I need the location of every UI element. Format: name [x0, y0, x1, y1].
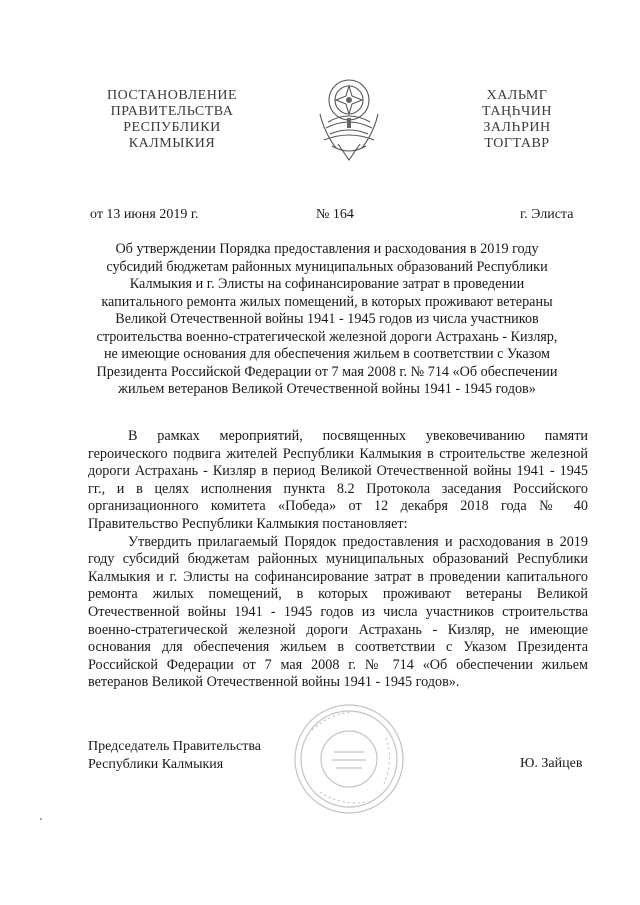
title-line: Великой Отечественной войны 1941 - 1945 годов из числа участников: [115, 311, 539, 327]
document-body: [88, 428, 588, 692]
signatory-position: [88, 738, 261, 774]
signatory-position-line: Председатель Правительства: [88, 739, 261, 754]
document-date: от 13 июня 2019 г.: [90, 207, 199, 222]
title-line: Президента Российской Федерации от 7 мая 2008 г. № 714 «Об обеспечении: [96, 363, 558, 380]
header-right-title: [462, 88, 572, 152]
header-left-line: КАЛМЫКИЯ: [128, 136, 216, 151]
title-line: жильем ветеранов Великой Отечественной войны 1941 - 1945 годов»: [118, 381, 536, 397]
title-line: строительства военно-стратегической железной дороги Астрахань - Кизляр,: [96, 328, 558, 345]
header-left-title: [86, 88, 258, 152]
header-right-line: ХАЛЬМГ: [486, 88, 548, 103]
body-paragraph-resolution: Утвердить прилагаемый Порядок предоставления и расходования в 2019 году субсидий бюджетам районных муниципальных образований Республики Калмыкия и г. Элисты на софинансирование затрат в проведении капитального ремонта жилых помещений, в которых проживают ветераны Великой Отечественной войны 1941 - 1945 годов из числа участников строительства военно-стратегической железной дороги Астрахань - Кизляр, не имеющие основания для обеспечения жильем в соответствии с Указом Президента Российской Федерации от 7 мая 2008 г. № 714 «Об обеспечении жильем ветеранов Великой Отечественной войны 1941 - 1945 годов».: [88, 533, 588, 691]
document-city: г. Элиста: [520, 207, 574, 222]
title-line: субсидий бюджетам районных муниципальных образований Республики: [106, 258, 548, 275]
header-left-line: РЕСПУБЛИКИ: [123, 120, 221, 135]
title-line: Об утверждении Порядка предоставления и расходования в 2019 году: [115, 241, 539, 257]
title-line: не имеющие основания для обеспечения жильем в соответствии с Указом: [103, 346, 551, 362]
header-left-line: ПРАВИТЕЛЬСТВА: [110, 104, 234, 119]
coat-of-arms-icon: [318, 74, 380, 168]
header-right-line: ТАҢҺЧИН: [482, 104, 552, 119]
signatory-name: Ю. Зайцев: [520, 756, 583, 771]
title-line: Калмыкия и г. Элисты на софинансирование затрат в проведении: [129, 276, 525, 292]
header-right-line: ЗАЛҺРИН: [483, 120, 551, 135]
signatory-position-line: Республики Калмыкия: [88, 757, 224, 772]
header-left-line: ПОСТАНОВЛЕНИЕ: [106, 88, 238, 103]
document-title: [78, 241, 576, 399]
document-number: № 164: [316, 207, 354, 222]
title-line: капитального ремонта жилых помещений, в которых проживают ветераны: [101, 293, 553, 310]
scan-speck: [40, 818, 42, 820]
official-seal-stamp-icon: [290, 700, 408, 818]
header-right-line: ТОГТАВР: [484, 136, 550, 151]
body-paragraph-preamble: В рамках мероприятий, посвященных увековечиванию памяти героического подвига жителей Республики Калмыкия в строительстве железной дороги Астрахань - Кизляр в период Великой Отечественной войны 1941 - 1945 гг., и в целях исполнения пункта 8.2 Протокола заседания Российского организационного комитета «Победа» от 12 декабря 2018 года № 40 Правительство Республики Калмыкия постановляет:: [88, 428, 588, 532]
